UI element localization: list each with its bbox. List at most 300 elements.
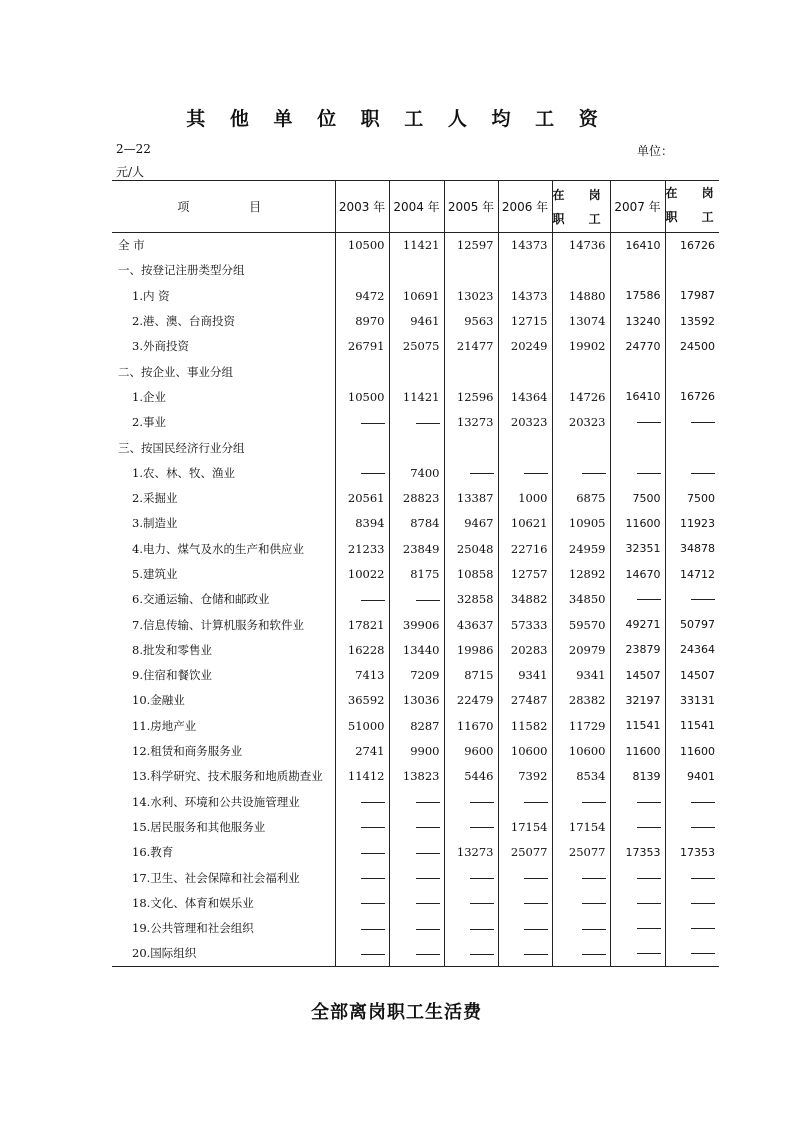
cell-value <box>610 460 665 485</box>
dash-mark <box>637 878 661 879</box>
row-label: 6.交通运输、仓储和邮政业 <box>132 592 270 607</box>
cell-value: 24959 <box>552 536 610 561</box>
dash-mark <box>582 878 606 879</box>
cell-value: 12715 <box>498 308 552 333</box>
dash-mark <box>416 600 440 601</box>
unit-label: 单位： <box>637 144 674 158</box>
row-label: 5.建筑业 <box>132 567 178 581</box>
cell-value <box>552 916 610 941</box>
dash-mark <box>524 878 548 879</box>
cell-value <box>552 789 610 814</box>
cell-value <box>335 890 389 915</box>
cell-value: 11923 <box>665 511 719 536</box>
cell-value <box>610 359 665 384</box>
cell-value: 9900 <box>389 738 444 763</box>
table-row <box>112 688 719 713</box>
cell-value: 14507 <box>665 663 719 688</box>
cell-value: 11412 <box>335 764 389 789</box>
table-row <box>112 916 719 941</box>
cell-value <box>444 359 498 384</box>
cell-value <box>665 814 719 839</box>
cell-value <box>444 814 498 839</box>
cell-value <box>665 410 719 435</box>
cell-value: 7392 <box>498 764 552 789</box>
dash-mark <box>470 827 494 828</box>
dash-mark <box>637 928 661 929</box>
cell-value <box>665 890 719 915</box>
cell-value: 10600 <box>552 738 610 763</box>
cell-value: 21477 <box>444 334 498 359</box>
cell-value <box>498 359 552 384</box>
dash-mark <box>361 802 385 803</box>
dash-mark <box>637 599 661 600</box>
cell-value: 25077 <box>498 840 552 865</box>
row-label: 16.教育 <box>132 845 174 860</box>
table-row <box>112 511 719 536</box>
cell-value <box>610 258 665 283</box>
cell-value: 13387 <box>444 485 498 510</box>
cell-value <box>610 789 665 814</box>
cell-value <box>389 814 444 839</box>
cell-value: 8534 <box>552 764 610 789</box>
dash-mark <box>361 600 385 601</box>
cell-value: 7400 <box>389 460 444 485</box>
cell-value: 7209 <box>389 663 444 688</box>
table-row <box>112 359 719 384</box>
cell-value <box>665 789 719 814</box>
table-row <box>112 637 719 662</box>
cell-value: 17353 <box>610 840 665 865</box>
dash-mark <box>361 473 385 474</box>
dash-mark <box>416 954 440 955</box>
dash-mark <box>524 903 548 904</box>
cell-value: 24770 <box>610 334 665 359</box>
cell-value <box>444 435 498 460</box>
dash-mark <box>524 473 548 474</box>
cell-value: 21233 <box>335 536 389 561</box>
dash-mark <box>470 802 494 803</box>
cell-value <box>389 789 444 814</box>
cell-value <box>335 258 389 283</box>
dash-mark <box>361 878 385 879</box>
cell-value: 9467 <box>444 511 498 536</box>
dash-mark <box>361 853 385 854</box>
cell-value <box>665 460 719 485</box>
table-row <box>112 612 719 637</box>
cell-value <box>610 916 665 941</box>
table-row <box>112 334 719 359</box>
dash-mark <box>416 903 440 904</box>
cell-value: 13440 <box>389 637 444 662</box>
cell-value: 19986 <box>444 637 498 662</box>
dash-mark <box>691 422 715 423</box>
cell-value: 10905 <box>552 511 610 536</box>
dash-mark <box>470 929 494 930</box>
cell-value <box>552 258 610 283</box>
cell-value: 11421 <box>389 384 444 409</box>
table-row <box>112 587 719 612</box>
cell-value: 7413 <box>335 663 389 688</box>
cell-value: 17154 <box>498 814 552 839</box>
cell-value <box>444 890 498 915</box>
cell-value: 50797 <box>665 612 719 637</box>
dash-mark <box>470 473 494 474</box>
cell-value: 14670 <box>610 561 665 586</box>
cell-value: 8715 <box>444 663 498 688</box>
cell-value: 13273 <box>444 410 498 435</box>
dash-mark <box>691 928 715 929</box>
table-row <box>112 460 719 485</box>
header-item: 项 目 <box>112 181 335 233</box>
cell-value: 14373 <box>498 283 552 308</box>
cell-value: 14712 <box>665 561 719 586</box>
cell-value: 28382 <box>552 688 610 713</box>
dash-mark <box>470 878 494 879</box>
cell-value: 14736 <box>552 233 610 258</box>
row-label: 10.金融业 <box>132 693 185 708</box>
cell-value: 10858 <box>444 561 498 586</box>
cell-value: 22479 <box>444 688 498 713</box>
dash-mark <box>524 802 548 803</box>
dash-mark <box>691 903 715 904</box>
header-onpost-2007-line1: 在 岗 <box>665 186 724 200</box>
cell-value <box>498 865 552 890</box>
cell-value: 36592 <box>335 688 389 713</box>
dash-mark <box>582 929 606 930</box>
cell-value: 12596 <box>444 384 498 409</box>
table-row <box>112 840 719 865</box>
cell-value: 8287 <box>389 713 444 738</box>
dash-mark <box>637 473 661 474</box>
cell-value: 34878 <box>665 536 719 561</box>
cell-value <box>498 435 552 460</box>
table-row <box>112 233 719 258</box>
cell-value: 12597 <box>444 233 498 258</box>
cell-value: 24364 <box>665 637 719 662</box>
cell-value <box>552 435 610 460</box>
cell-value <box>335 410 389 435</box>
cell-value <box>389 587 444 612</box>
cell-value: 13036 <box>389 688 444 713</box>
cell-value <box>389 865 444 890</box>
cell-value <box>665 435 719 460</box>
cell-value: 49271 <box>610 612 665 637</box>
cell-value <box>335 865 389 890</box>
cell-value: 28823 <box>389 485 444 510</box>
row-label: 1.内 资 <box>132 288 170 303</box>
table-row <box>112 814 719 839</box>
row-label: 全 市 <box>118 238 145 253</box>
cell-value: 23879 <box>610 637 665 662</box>
row-label: 15.居民服务和其他服务业 <box>132 819 266 834</box>
dash-mark <box>582 903 606 904</box>
dash-mark <box>691 953 715 954</box>
cell-value <box>389 410 444 435</box>
dash-mark <box>582 802 606 803</box>
cell-value: 24500 <box>665 334 719 359</box>
cell-value: 16410 <box>610 233 665 258</box>
cell-value <box>610 587 665 612</box>
row-label: 11.房地产业 <box>132 718 197 733</box>
header-2007: 2007 年 <box>610 181 665 233</box>
cell-value: 16410 <box>610 384 665 409</box>
row-label: 12.租赁和商务服务业 <box>132 744 243 759</box>
cell-value <box>665 258 719 283</box>
table-row <box>112 410 719 435</box>
cell-value: 1000 <box>498 485 552 510</box>
cell-value: 7500 <box>665 485 719 510</box>
row-label: 4.电力、煤气及水的生产和供应业 <box>132 541 304 556</box>
cell-value: 10500 <box>335 384 389 409</box>
row-label: 7.信息传输、计算机服务和软件业 <box>132 617 304 632</box>
cell-value: 12757 <box>498 561 552 586</box>
cell-value: 14364 <box>498 384 552 409</box>
cell-value <box>444 941 498 966</box>
dash-mark <box>470 903 494 904</box>
cell-value <box>335 587 389 612</box>
cell-value: 9341 <box>498 663 552 688</box>
header-2004: 2004 年 <box>389 181 444 233</box>
dash-mark <box>361 903 385 904</box>
cell-value: 13240 <box>610 308 665 333</box>
cell-value: 9461 <box>389 308 444 333</box>
dash-mark <box>637 827 661 828</box>
cell-value <box>665 587 719 612</box>
cell-value: 13273 <box>444 840 498 865</box>
cell-value: 10691 <box>389 283 444 308</box>
wage-table <box>112 180 724 967</box>
row-label: 13.科学研究、技术服务和地质勘查业 <box>132 769 323 784</box>
row-label: 一、按登记注册类型分组 <box>118 263 245 278</box>
cell-value: 34882 <box>498 587 552 612</box>
cell-value <box>610 410 665 435</box>
dash-mark <box>691 878 715 879</box>
cell-value: 8175 <box>389 561 444 586</box>
table-row <box>112 384 719 409</box>
row-label: 2.事业 <box>132 415 166 430</box>
cell-value: 33131 <box>665 688 719 713</box>
cell-value: 9401 <box>665 764 719 789</box>
cell-value <box>498 789 552 814</box>
cell-value <box>444 789 498 814</box>
cell-value: 13592 <box>665 308 719 333</box>
dash-mark <box>361 929 385 930</box>
cell-value <box>389 359 444 384</box>
row-label: 1.农、林、牧、渔业 <box>132 465 235 480</box>
cell-value <box>389 916 444 941</box>
cell-value: 20283 <box>498 637 552 662</box>
cell-value: 27487 <box>498 688 552 713</box>
unit-value: 元/人 <box>116 165 145 179</box>
cell-value: 25077 <box>552 840 610 865</box>
cell-value <box>444 916 498 941</box>
cell-value: 11670 <box>444 713 498 738</box>
header-2005: 2005 年 <box>444 181 498 233</box>
cell-value <box>498 941 552 966</box>
table-row <box>112 865 719 890</box>
cell-value <box>335 435 389 460</box>
dash-mark <box>582 954 606 955</box>
dash-mark <box>691 599 715 600</box>
row-label: 3.制造业 <box>132 516 178 531</box>
cell-value: 32197 <box>610 688 665 713</box>
cell-value: 11582 <box>498 713 552 738</box>
cell-value: 6875 <box>552 485 610 510</box>
header-2006: 2006 年 <box>498 181 552 233</box>
cell-value <box>552 359 610 384</box>
cell-value: 17821 <box>335 612 389 637</box>
row-label: 9.住宿和餐饮业 <box>132 668 212 683</box>
cell-value: 8394 <box>335 511 389 536</box>
cell-value <box>610 865 665 890</box>
dash-mark <box>691 827 715 828</box>
dash-mark <box>691 473 715 474</box>
row-label: 8.批发和零售业 <box>132 642 212 657</box>
cell-value: 2741 <box>335 738 389 763</box>
dash-mark <box>361 827 385 828</box>
cell-value <box>335 840 389 865</box>
table-row <box>112 283 719 308</box>
cell-value <box>665 359 719 384</box>
header-2003: 2003 年 <box>335 181 389 233</box>
cell-value: 14373 <box>498 233 552 258</box>
cell-value: 8784 <box>389 511 444 536</box>
table-row <box>112 536 719 561</box>
cell-value: 11729 <box>552 713 610 738</box>
table-row <box>112 561 719 586</box>
cell-value: 19902 <box>552 334 610 359</box>
row-label: 二、按企业、事业分组 <box>118 364 233 379</box>
table-row <box>112 764 719 789</box>
table-row <box>112 738 719 763</box>
cell-value: 32858 <box>444 587 498 612</box>
cell-value: 9600 <box>444 738 498 763</box>
row-label: 18.文化、体育和娱乐业 <box>132 895 254 910</box>
next-section-title: 全部离岗职工生活费 <box>311 1002 482 1023</box>
cell-value <box>552 865 610 890</box>
cell-value: 13023 <box>444 283 498 308</box>
cell-value: 23849 <box>389 536 444 561</box>
cell-value: 59570 <box>552 612 610 637</box>
cell-value <box>335 941 389 966</box>
cell-value <box>610 435 665 460</box>
dash-mark <box>470 954 494 955</box>
cell-value: 17987 <box>665 283 719 308</box>
dash-mark <box>416 853 440 854</box>
cell-value: 11421 <box>389 233 444 258</box>
cell-value <box>335 789 389 814</box>
row-label: 17.卫生、社会保障和社会福利业 <box>132 870 300 885</box>
cell-value <box>335 916 389 941</box>
cell-value: 7500 <box>610 485 665 510</box>
cell-value <box>498 890 552 915</box>
dash-mark <box>416 802 440 803</box>
cell-value <box>335 460 389 485</box>
cell-value <box>389 890 444 915</box>
cell-value: 14880 <box>552 283 610 308</box>
cell-value: 9472 <box>335 283 389 308</box>
dash-mark <box>361 954 385 955</box>
header-onpost-2006-line2: 职 工 <box>552 211 611 226</box>
cell-value: 14507 <box>610 663 665 688</box>
cell-value: 9563 <box>444 308 498 333</box>
cell-value <box>389 840 444 865</box>
dash-mark <box>416 929 440 930</box>
cell-value: 8970 <box>335 308 389 333</box>
page-title: 其 他 单 位 职 工 人 均 工 资 <box>186 108 607 130</box>
cell-value: 10500 <box>335 233 389 258</box>
cell-value <box>389 258 444 283</box>
dash-mark <box>416 423 440 424</box>
table-row <box>112 258 719 283</box>
cell-value: 32351 <box>610 536 665 561</box>
dash-mark <box>416 878 440 879</box>
row-label: 1.企业 <box>132 389 166 404</box>
row-label: 2.港、澳、台商投资 <box>132 314 235 329</box>
dash-mark <box>524 954 548 955</box>
cell-value: 17353 <box>665 840 719 865</box>
cell-value <box>665 865 719 890</box>
cell-value: 17154 <box>552 814 610 839</box>
cell-value: 11600 <box>610 511 665 536</box>
cell-value <box>389 941 444 966</box>
cell-value: 16726 <box>665 384 719 409</box>
cell-value: 11600 <box>665 738 719 763</box>
cell-value: 20249 <box>498 334 552 359</box>
cell-value: 11600 <box>610 738 665 763</box>
cell-value <box>444 865 498 890</box>
dash-mark <box>524 929 548 930</box>
cell-value <box>665 941 719 966</box>
cell-value <box>552 941 610 966</box>
dash-mark <box>637 903 661 904</box>
dash-mark <box>691 802 715 803</box>
row-label: 14.水利、环境和公共设施管理业 <box>132 794 300 809</box>
row-label: 19.公共管理和社会组织 <box>132 921 254 936</box>
cell-value <box>335 359 389 384</box>
table-header-row <box>112 181 719 233</box>
cell-value <box>335 814 389 839</box>
table-code: 2—22 <box>116 142 151 156</box>
dash-mark <box>637 802 661 803</box>
header-onpost-2006 <box>552 181 610 233</box>
row-label: 20.国际组织 <box>132 946 197 961</box>
row-label: 3.外商投资 <box>132 339 189 354</box>
table-row <box>112 663 719 688</box>
cell-value: 25048 <box>444 536 498 561</box>
cell-value: 10022 <box>335 561 389 586</box>
cell-value: 16228 <box>335 637 389 662</box>
cell-value: 11541 <box>665 713 719 738</box>
row-label: 2.采掘业 <box>132 491 178 506</box>
cell-value <box>610 941 665 966</box>
dash-mark <box>637 953 661 954</box>
cell-value <box>444 258 498 283</box>
cell-value: 22716 <box>498 536 552 561</box>
table-row <box>112 941 719 966</box>
cell-value <box>498 916 552 941</box>
cell-value: 10621 <box>498 511 552 536</box>
header-onpost-2007 <box>665 181 724 233</box>
cell-value: 11541 <box>610 713 665 738</box>
cell-value: 13074 <box>552 308 610 333</box>
cell-value <box>552 890 610 915</box>
cell-value: 51000 <box>335 713 389 738</box>
cell-value: 16726 <box>665 233 719 258</box>
dash-mark <box>361 423 385 424</box>
cell-value: 20323 <box>552 410 610 435</box>
row-label: 三、按国民经济行业分组 <box>118 440 245 455</box>
